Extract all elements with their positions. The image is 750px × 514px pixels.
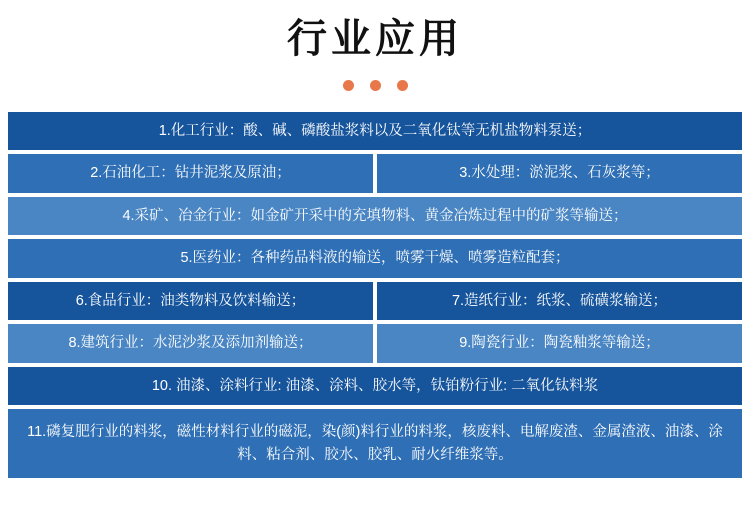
dot-2 — [370, 80, 381, 91]
list-item: 7.造纸行业：纸浆、硫磺浆输送； — [377, 282, 742, 320]
list-row — [8, 409, 742, 478]
list-row — [8, 239, 742, 277]
list-item: 9.陶瓷行业：陶瓷釉浆等输送； — [377, 324, 742, 362]
decorative-dots — [0, 70, 750, 100]
list-row — [8, 197, 742, 235]
list-item: 10. 油漆、涂料行业: 油漆、涂料、胶水等，钛铂粉行业: 二氧化钛料浆 — [8, 367, 742, 405]
list-item: 1.化工行业：酸、碱、磷酸盐浆料以及二氧化钛等无机盐物料泵送； — [8, 112, 742, 150]
list-row — [8, 282, 742, 320]
list-row — [8, 112, 742, 150]
list-row — [8, 324, 742, 362]
application-list — [8, 112, 742, 478]
list-item: 3.水处理：淤泥浆、石灰浆等； — [377, 154, 742, 192]
page-title: 行业应用 — [287, 17, 463, 61]
list-item: 4.采矿、冶金行业：如金矿开采中的充填物料、黄金冶炼过程中的矿浆等输送； — [8, 197, 742, 235]
list-row — [8, 154, 742, 192]
list-item: 8.建筑行业：水泥沙浆及添加剂输送； — [8, 324, 373, 362]
dot-3 — [397, 80, 408, 91]
list-item: 6.食品行业：油类物料及饮料输送； — [8, 282, 373, 320]
list-item: 5.医药业：各种药品料液的输送，喷雾干燥、喷雾造粒配套； — [8, 239, 742, 277]
list-item: 2.石油化工：钻井泥浆及原油； — [8, 154, 373, 192]
dot-1 — [343, 80, 354, 91]
list-item: 11.磷复肥行业的料浆，磁性材料行业的磁泥，染(颜)料行业的料浆，核废料、电解废渣、金属渣液、油漆、涂料、粘合剂、胶水、胶乳、耐火纤维浆等。 — [8, 409, 742, 478]
list-row — [8, 367, 742, 405]
